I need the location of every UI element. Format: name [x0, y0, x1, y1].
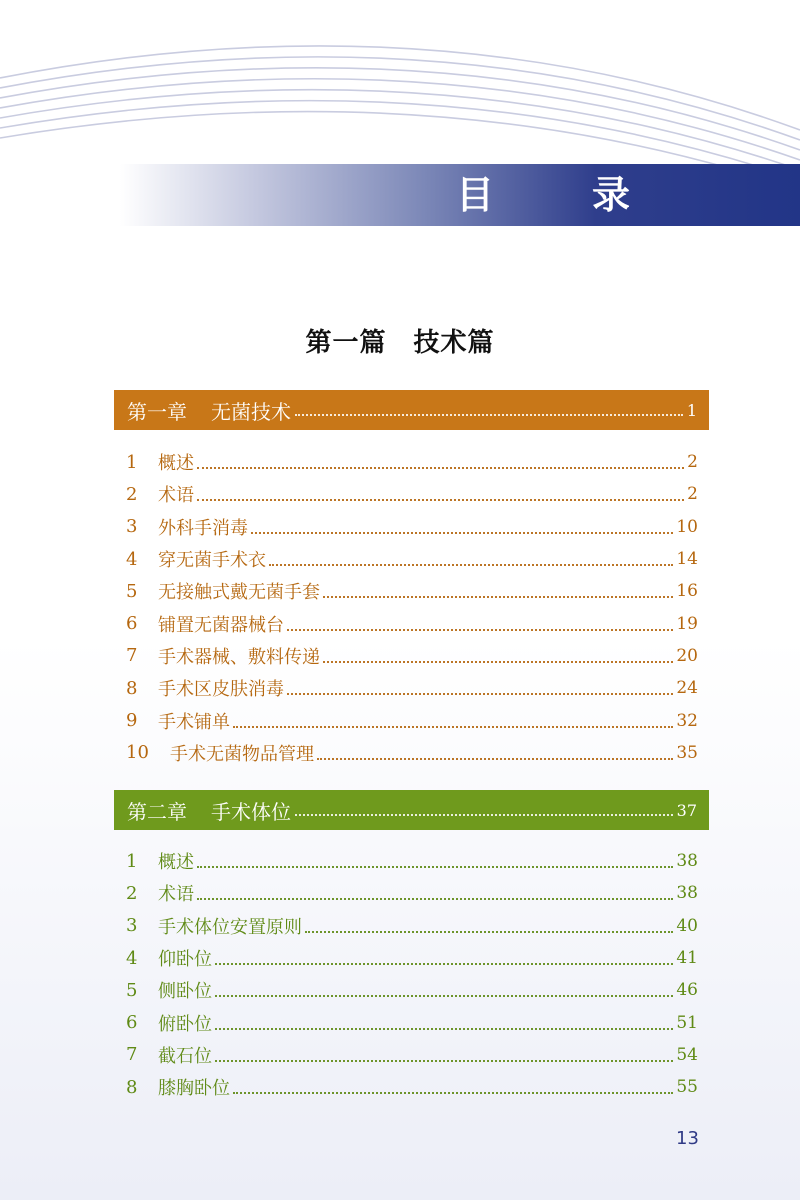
entry-page: 2 — [687, 484, 698, 505]
toc-entry[interactable] — [126, 607, 698, 639]
chapter-number: 第二章 — [127, 799, 187, 824]
chapter-1-entries — [126, 446, 698, 769]
entry-number: 6 — [126, 613, 138, 635]
entry-page: 20 — [676, 645, 698, 666]
entry-title: 手术区皮肤消毒 — [158, 679, 284, 701]
toc-entry[interactable] — [126, 910, 698, 942]
dot-leader — [215, 963, 673, 965]
dot-leader — [197, 898, 673, 900]
toc-entry[interactable] — [126, 1039, 698, 1071]
dot-leader — [323, 661, 673, 663]
entry-title: 侧卧位 — [158, 981, 212, 1003]
dot-leader — [215, 1028, 673, 1030]
dot-leader — [305, 931, 673, 933]
toc-entry[interactable] — [126, 704, 698, 736]
entry-number: 7 — [126, 1044, 138, 1066]
toc-entry[interactable] — [126, 640, 698, 672]
toc-entry[interactable] — [126, 672, 698, 704]
entry-page: 41 — [676, 948, 698, 969]
entry-number: 1 — [126, 451, 138, 473]
dot-leader — [269, 564, 673, 566]
entry-number: 9 — [126, 710, 138, 732]
entry-title: 外科手消毒 — [158, 517, 248, 539]
dot-leader — [215, 995, 673, 997]
entry-title: 仰卧位 — [158, 949, 212, 971]
entry-number: 1 — [126, 850, 138, 872]
entry-number: 7 — [126, 645, 138, 667]
toc-entry[interactable] — [126, 1006, 698, 1038]
entry-page: 32 — [676, 710, 698, 731]
dot-leader — [215, 1060, 673, 1062]
entry-title: 穿无菌手术衣 — [158, 550, 266, 572]
dot-leader — [233, 1092, 673, 1094]
chapter-2-entries — [126, 845, 698, 1103]
dot-leader — [295, 814, 673, 816]
part-title: 第一篇 技术篇 — [305, 328, 495, 358]
entry-title: 概述 — [158, 453, 194, 475]
entry-title: 铺置无菌器械台 — [158, 614, 284, 636]
entry-title: 手术体位安置原则 — [158, 916, 302, 938]
chapter-header-1[interactable] — [114, 390, 709, 430]
entry-title: 无接触式戴无菌手套 — [158, 582, 320, 604]
entry-page: 51 — [676, 1012, 698, 1033]
toc-banner — [120, 164, 800, 226]
entry-title: 手术无菌物品管理 — [170, 743, 314, 765]
entry-number: 2 — [126, 483, 138, 505]
entry-page: 10 — [676, 516, 698, 537]
chapter-number: 第一章 — [127, 399, 187, 424]
entry-page: 54 — [676, 1044, 698, 1065]
toc-entry[interactable] — [126, 974, 698, 1006]
entry-number: 10 — [126, 742, 149, 764]
entry-title: 截石位 — [158, 1045, 212, 1067]
dot-leader — [233, 726, 673, 728]
entry-page: 14 — [676, 549, 698, 570]
toc-entry[interactable] — [126, 942, 698, 974]
chapter-page: 1 — [686, 400, 697, 420]
toc-entry[interactable] — [126, 575, 698, 607]
entry-title: 手术铺单 — [158, 711, 230, 733]
entry-title: 俯卧位 — [158, 1013, 212, 1035]
toc-entry[interactable] — [126, 845, 698, 877]
entry-page: 40 — [676, 915, 698, 936]
entry-number: 8 — [126, 677, 138, 699]
entry-page: 35 — [676, 742, 698, 763]
entry-number: 5 — [126, 979, 138, 1001]
toc-entry[interactable] — [126, 511, 698, 543]
entry-page: 38 — [676, 851, 698, 872]
entry-title: 术语 — [158, 884, 194, 906]
entry-number: 4 — [126, 947, 138, 969]
entry-number: 2 — [126, 882, 138, 904]
entry-number: 8 — [126, 1076, 138, 1098]
chapter-title: 无菌技术 — [211, 399, 291, 424]
page-number: 13 — [676, 1128, 699, 1149]
chapter-header-2[interactable] — [114, 790, 709, 830]
chapter-title: 手术体位 — [211, 799, 291, 824]
entry-page: 46 — [676, 980, 698, 1001]
entry-title: 术语 — [158, 485, 194, 507]
entry-page: 2 — [687, 452, 698, 473]
entry-number: 5 — [126, 580, 138, 602]
dot-leader — [295, 414, 683, 416]
toc-entry[interactable] — [126, 1071, 698, 1103]
dot-leader — [317, 758, 673, 760]
entry-number: 6 — [126, 1012, 138, 1034]
entry-title: 概述 — [158, 852, 194, 874]
dot-leader — [287, 629, 673, 631]
dot-leader — [251, 532, 673, 534]
decorative-arcs — [0, 0, 800, 170]
toc-title: 目 录 — [455, 172, 660, 217]
toc-entry[interactable] — [126, 478, 698, 510]
dot-leader — [287, 693, 673, 695]
chapter-page: 37 — [676, 800, 697, 820]
toc-entry[interactable] — [126, 877, 698, 909]
entry-page: 55 — [676, 1077, 698, 1098]
entry-page: 16 — [676, 581, 698, 602]
dot-leader — [323, 596, 673, 598]
toc-entry[interactable] — [126, 543, 698, 575]
entry-number: 3 — [126, 915, 138, 937]
toc-entry[interactable] — [126, 446, 698, 478]
toc-entry[interactable] — [126, 737, 698, 769]
entry-number: 3 — [126, 516, 138, 538]
dot-leader — [197, 866, 673, 868]
dot-leader — [197, 467, 684, 469]
entry-title: 膝胸卧位 — [158, 1078, 230, 1100]
entry-number: 4 — [126, 548, 138, 570]
entry-page: 19 — [676, 613, 698, 634]
entry-page: 24 — [676, 678, 698, 699]
entry-page: 38 — [676, 883, 698, 904]
entry-title: 手术器械、敷料传递 — [158, 646, 320, 668]
dot-leader — [197, 499, 684, 501]
